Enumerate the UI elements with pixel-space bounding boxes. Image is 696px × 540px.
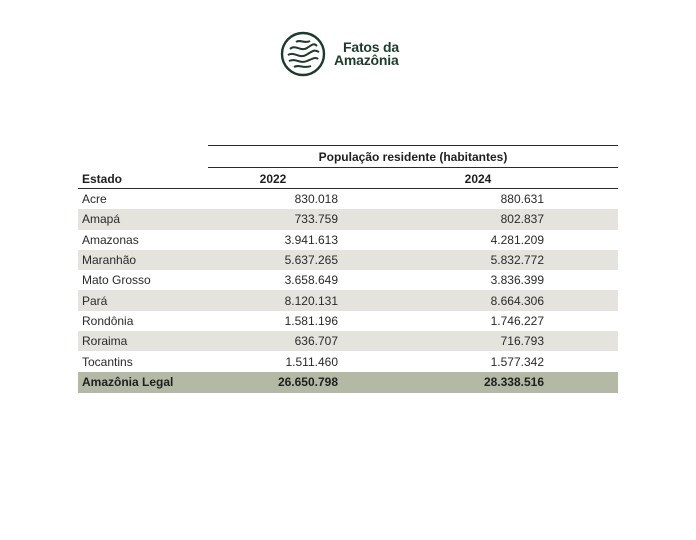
value-2024-cell: 4.281.209 bbox=[490, 232, 544, 247]
table-row bbox=[78, 290, 618, 310]
state-cell: Amazonas bbox=[82, 232, 139, 247]
top-rule bbox=[208, 145, 618, 146]
state-cell: Acre bbox=[82, 192, 107, 207]
state-cell: Rondônia bbox=[82, 313, 134, 328]
value-2022-cell: 733.759 bbox=[294, 212, 338, 227]
total-row bbox=[78, 372, 618, 393]
state-cell: Maranhão bbox=[82, 253, 137, 268]
table-row bbox=[78, 189, 618, 209]
value-2022-cell: 636.707 bbox=[294, 334, 338, 349]
logo-line-2: Amazônia bbox=[334, 52, 399, 68]
table-row bbox=[78, 331, 618, 351]
population-table bbox=[78, 145, 618, 393]
value-2022-cell: 5.637.265 bbox=[284, 253, 338, 268]
table-row bbox=[78, 250, 618, 270]
value-2022-cell: 1.511.460 bbox=[285, 354, 338, 369]
table-row bbox=[78, 351, 618, 371]
amazon-river-logo-icon bbox=[280, 31, 326, 77]
state-cell: Amapá bbox=[82, 212, 121, 227]
column-header-2022: 2022 bbox=[259, 172, 287, 186]
value-2022-cell: 26.650.798 bbox=[277, 375, 338, 390]
value-2024-cell: 8.664.306 bbox=[490, 293, 544, 308]
value-2024-cell: 5.832.772 bbox=[490, 253, 544, 268]
group-rule bbox=[208, 167, 618, 168]
value-2022-cell: 3.941.613 bbox=[284, 232, 338, 247]
state-cell: Amazônia Legal bbox=[82, 375, 174, 390]
value-2022-cell: 1.581.196 bbox=[284, 313, 338, 328]
value-2022-cell: 3.658.649 bbox=[284, 273, 338, 288]
logo bbox=[280, 30, 399, 78]
value-2024-cell: 3.836.399 bbox=[490, 273, 544, 288]
group-header bbox=[78, 145, 618, 168]
value-2022-cell: 8.120.131 bbox=[284, 293, 338, 308]
table-row bbox=[78, 270, 618, 290]
column-header-state: Estado bbox=[82, 172, 123, 186]
group-header-label: População residente (habitantes) bbox=[318, 150, 508, 164]
table-body bbox=[78, 189, 618, 393]
table-row bbox=[78, 311, 618, 331]
value-2024-cell: 802.837 bbox=[500, 212, 544, 227]
value-2022-cell: 830.018 bbox=[294, 192, 338, 207]
table-row bbox=[78, 230, 618, 250]
logo-wordmark bbox=[334, 41, 399, 67]
column-header-2024: 2024 bbox=[464, 172, 492, 186]
table-row bbox=[78, 209, 618, 229]
value-2024-cell: 716.793 bbox=[500, 334, 544, 349]
value-2024-cell: 1.577.342 bbox=[490, 354, 544, 369]
state-cell: Pará bbox=[82, 293, 108, 308]
logo-line-1: Fatos da bbox=[343, 39, 399, 55]
state-cell: Roraima bbox=[82, 334, 128, 349]
value-2024-cell: 28.338.516 bbox=[483, 375, 544, 390]
state-cell: Mato Grosso bbox=[82, 273, 151, 288]
value-2024-cell: 1.746.227 bbox=[490, 313, 544, 328]
value-2024-cell: 880.631 bbox=[500, 192, 544, 207]
column-header-row bbox=[78, 168, 618, 189]
state-cell: Tocantins bbox=[82, 354, 133, 369]
